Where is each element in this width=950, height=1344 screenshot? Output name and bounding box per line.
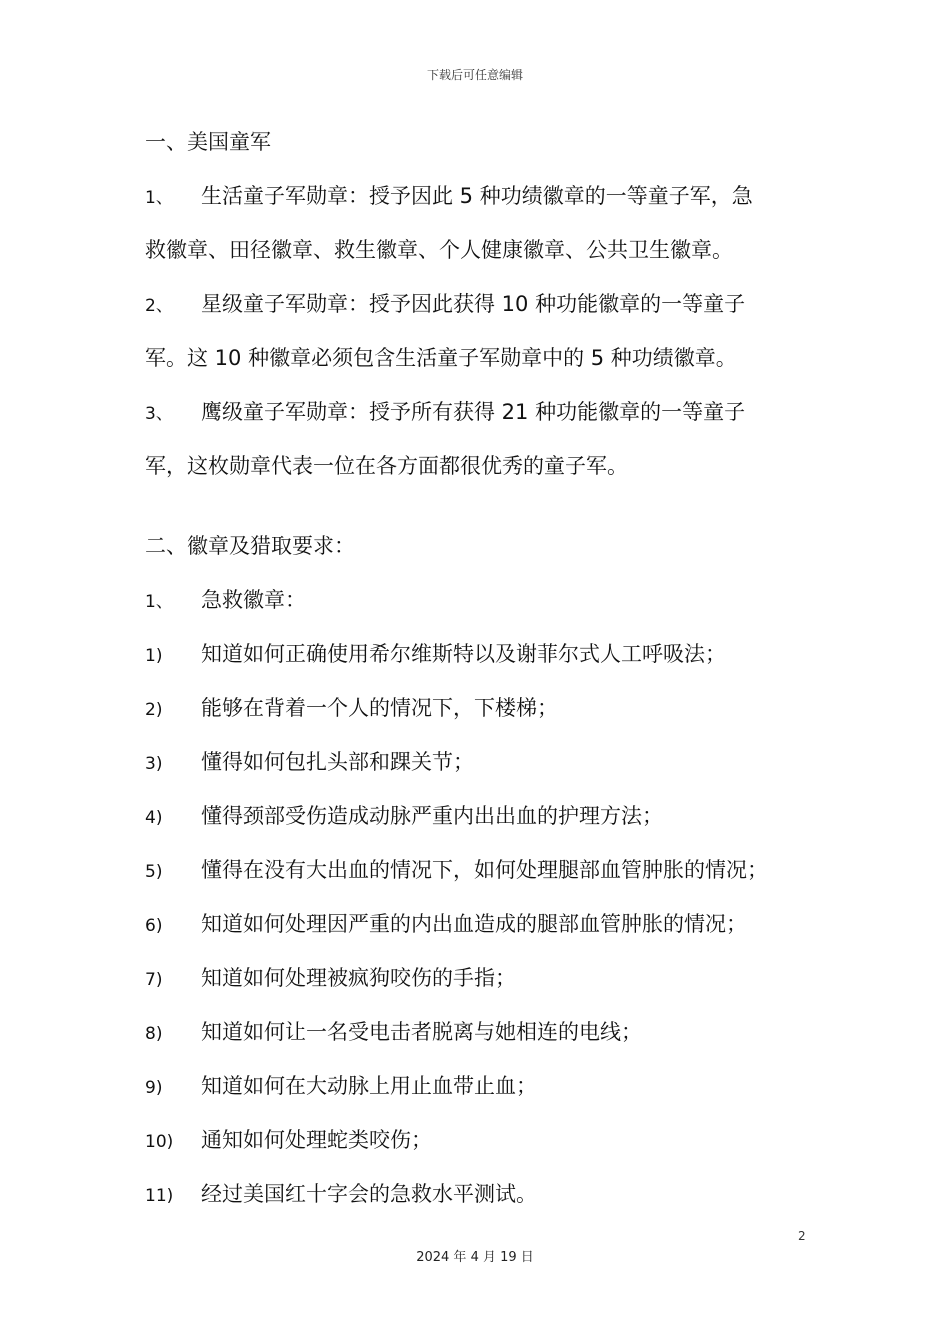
item-number: 8) xyxy=(145,1024,163,1044)
item-text: 知道如何正确使用希尔维斯特以及谢菲尔式人工呼吸法； xyxy=(201,642,726,666)
item-number: 2) xyxy=(145,700,163,720)
footer-date: 2024 年 4 月 19 日 xyxy=(416,1250,534,1265)
item-text: 懂得颈部受伤造成动脉严重内出出血的护理方法； xyxy=(201,804,663,828)
subsection-title xyxy=(145,573,825,627)
list-item xyxy=(145,951,825,1005)
item-number: 3、 xyxy=(145,404,173,424)
item-text: 急救徽章： xyxy=(201,588,306,612)
item-text: 知道如何处理因严重的内出血造成的腿部血管肿胀的情况； xyxy=(201,912,747,936)
page-header-note: 下载后可任意编辑 xyxy=(426,68,523,82)
item-text: 懂得在没有大出血的情况下，如何处理腿部血管肿胀的情况； xyxy=(201,858,768,882)
item-text: 星级童子军勋章：授予因此获得 10 种功能徽章的一等童子 xyxy=(201,292,746,316)
item-continuation: 救徽章、田径徽章、救生徽章、个人健康徽章、公共卫生徽章。 xyxy=(145,238,733,262)
item-number: 1、 xyxy=(145,188,173,208)
item-text: 懂得如何包扎头部和踝关节； xyxy=(201,750,474,774)
list-item xyxy=(145,385,825,439)
item-number: 11) xyxy=(145,1186,174,1206)
item-number: 2、 xyxy=(145,296,173,316)
page-number: 2 xyxy=(798,1229,806,1243)
list-item xyxy=(145,627,825,681)
list-item xyxy=(145,681,825,735)
list-item xyxy=(145,1005,825,1059)
item-continuation: 军。这 10 种徽章必须包含生活童子军勋章中的 5 种功绩徽章。 xyxy=(145,346,737,370)
list-item xyxy=(145,843,825,897)
item-number: 6) xyxy=(145,916,163,936)
section-title: 一、美国童军 xyxy=(145,130,271,154)
section-title: 二、徽章及猎取要求： xyxy=(145,534,355,558)
item-text: 鹰级童子军勋章：授予所有获得 21 种功能徽章的一等童子 xyxy=(201,400,746,424)
list-item xyxy=(145,277,825,331)
item-number: 3) xyxy=(145,754,163,774)
list-item xyxy=(145,789,825,843)
list-item xyxy=(145,1113,825,1167)
item-text: 通知如何处理蛇类咬伤； xyxy=(201,1128,432,1152)
item-text: 能够在背着一个人的情况下，下楼梯； xyxy=(201,696,558,720)
item-number: 10) xyxy=(145,1132,174,1152)
list-item xyxy=(145,897,825,951)
list-item xyxy=(145,1167,825,1221)
item-number: 1、 xyxy=(145,592,173,612)
list-item xyxy=(145,169,825,223)
item-text: 知道如何让一名受电击者脱离与她相连的电线； xyxy=(201,1020,642,1044)
item-text: 知道如何在大动脉上用止血带止血； xyxy=(201,1074,537,1098)
item-text: 知道如何处理被疯狗咬伤的手指； xyxy=(201,966,516,990)
item-continuation: 军，这枚勋章代表一位在各方面都很优秀的童子军。 xyxy=(145,454,628,478)
document-body xyxy=(145,115,825,1221)
list-item xyxy=(145,735,825,789)
item-number: 5) xyxy=(145,862,163,882)
item-number: 1) xyxy=(145,646,163,666)
list-item xyxy=(145,1059,825,1113)
item-text: 经过美国红十字会的急救水平测试。 xyxy=(201,1182,537,1206)
item-number: 4) xyxy=(145,808,163,828)
item-number: 7) xyxy=(145,970,163,990)
item-number: 9) xyxy=(145,1078,163,1098)
item-text: 生活童子军勋章：授予因此 5 种功绩徽章的一等童子军，急 xyxy=(201,184,753,208)
